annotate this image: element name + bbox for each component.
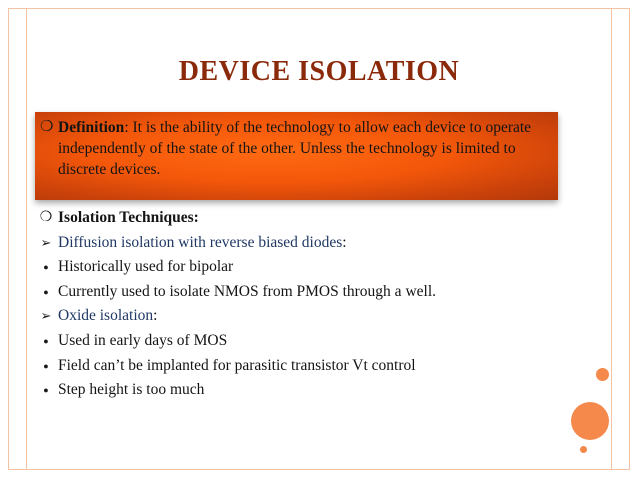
- definition-body: : It is the ability of the technology to allow each device to operate independently of the state of the other. Unless the technology is limited to discrete devices.: [58, 119, 532, 178]
- slide-title: DEVICE ISOLATION: [178, 56, 460, 87]
- list-item-text: Oxide isolation: [58, 307, 154, 325]
- list-item-text: Field can’t be implanted for parasitic transistor Vt control: [58, 356, 416, 374]
- list-item: [38, 280, 598, 305]
- list-item-text: Step height is too much: [58, 381, 205, 399]
- list-item: [38, 231, 598, 256]
- dot-bullet-icon: ●: [43, 262, 49, 273]
- ring-bullet-icon: ❍: [40, 119, 54, 135]
- list-item-suffix: :: [153, 307, 158, 325]
- arrow-bullet-icon: ➢: [40, 308, 52, 324]
- list-item: [38, 255, 598, 280]
- list-item: [38, 378, 598, 403]
- list-item: [38, 354, 598, 379]
- list-item: [38, 329, 598, 354]
- dot-bullet-icon: ●: [43, 385, 49, 396]
- list-item-text: Diffusion isolation with reverse biased diodes: [58, 233, 343, 251]
- dot-bullet-icon: ●: [43, 286, 49, 297]
- definition-text: [58, 117, 543, 180]
- list-item-text: Isolation Techniques:: [58, 209, 199, 226]
- list-item-text: Historically used for bipolar: [58, 258, 234, 276]
- bullet-list: [38, 206, 598, 403]
- arrow-bullet-icon: ➢: [40, 234, 52, 250]
- list-item-text: Currently used to isolate NMOS from PMOS through a well.: [58, 282, 437, 300]
- dot-bullet-icon: ●: [43, 335, 49, 346]
- dot-bullet-icon: ●: [43, 360, 49, 371]
- list-item: [38, 304, 598, 329]
- decor-circle-small: [596, 368, 609, 381]
- decor-circle-large: [571, 402, 609, 440]
- list-item-suffix: :: [342, 233, 347, 251]
- decor-circle-tiny: [580, 446, 587, 453]
- ring-bullet-icon: ❍: [39, 210, 53, 225]
- definition-label: Definition: [58, 119, 125, 136]
- list-item: [38, 206, 598, 231]
- list-item-text: Used in early days of MOS: [58, 331, 228, 349]
